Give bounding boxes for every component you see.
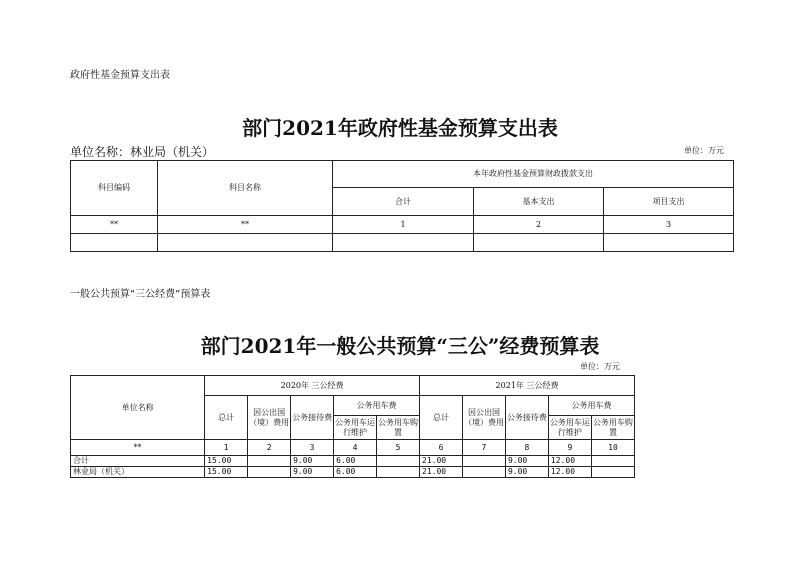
index-cell: 7 xyxy=(462,440,505,456)
value-cell xyxy=(377,467,420,478)
header-car-buy-2021: 公务用车购置 xyxy=(591,416,634,440)
header-project: 项目支出 xyxy=(604,188,734,216)
header-total-2021: 总计 xyxy=(420,396,463,440)
value-cell: 6.00 xyxy=(334,467,377,478)
index-cell: 1 xyxy=(205,440,248,456)
row-name: ** xyxy=(158,216,333,234)
value-cell: 9.00 xyxy=(505,467,548,478)
value-cell: 21.00 xyxy=(420,467,463,478)
index-cell: 4 xyxy=(334,440,377,456)
header-name: 科目名称 xyxy=(158,161,333,216)
index-cell: 3 xyxy=(291,440,334,456)
index-cell: ** xyxy=(71,440,205,456)
fund-budget-table xyxy=(70,160,734,252)
header-car-buy-2020: 公务用车购置 xyxy=(377,416,420,440)
value-cell: 6.00 xyxy=(334,456,377,467)
index-cell: 9 xyxy=(548,440,591,456)
header-reception-2021: 公务接待费 xyxy=(505,396,548,440)
table-row xyxy=(71,467,635,478)
empty-cell xyxy=(604,234,734,252)
header-group: 本年政府性基金预算财政拨款支出 xyxy=(333,161,734,188)
value-cell: 9.00 xyxy=(291,467,334,478)
title-fund-table: 部门2021年政府性基金预算支出表 xyxy=(242,116,558,140)
value-cell: 9.00 xyxy=(291,456,334,467)
header-total-2020: 总计 xyxy=(205,396,248,440)
header-total: 合计 xyxy=(333,188,474,216)
row-name: 林业局（机关） xyxy=(71,467,205,478)
value-cell xyxy=(591,467,634,478)
empty-cell xyxy=(333,234,474,252)
value-cell xyxy=(462,467,505,478)
index-cell: 10 xyxy=(591,440,634,456)
value-cell: 12.00 xyxy=(548,456,591,467)
header-car-run-2020: 公务用车运行维护 xyxy=(334,416,377,440)
row-code: ** xyxy=(71,216,158,234)
header-code: 科目编码 xyxy=(71,161,158,216)
unit-name: 单位名称：林业局（机关） xyxy=(70,145,215,159)
value-cell: 15.00 xyxy=(205,456,248,467)
row-c1: 1 xyxy=(333,216,474,234)
index-cell: 2 xyxy=(248,440,291,456)
three-public-table xyxy=(70,375,635,478)
value-cell: 21.00 xyxy=(420,456,463,467)
empty-cell xyxy=(158,234,333,252)
row-c3: 3 xyxy=(604,216,734,234)
header-car-run-2021: 公务用车运行维护 xyxy=(548,416,591,440)
header-2021: 2021年 三公经费 xyxy=(420,376,635,396)
header-car-2021: 公务用车费 xyxy=(548,396,634,416)
caption-fund-table: 政府性基金预算支出表 xyxy=(70,70,170,81)
header-reception-2020: 公务接待费 xyxy=(291,396,334,440)
header-car-2020: 公务用车费 xyxy=(334,396,420,416)
unit-label-1: 单位：万元 xyxy=(684,146,724,155)
row-c2: 2 xyxy=(474,216,604,234)
value-cell xyxy=(462,456,505,467)
index-cell: 5 xyxy=(377,440,420,456)
header-2020: 2020年 三公经费 xyxy=(205,376,420,396)
header-unit: 单位名称 xyxy=(71,376,205,440)
value-cell xyxy=(591,456,634,467)
value-cell: 9.00 xyxy=(505,456,548,467)
index-cell: 8 xyxy=(505,440,548,456)
caption-three-public: 一般公共预算“三公经费”预算表 xyxy=(70,289,211,300)
value-cell: 15.00 xyxy=(205,467,248,478)
empty-cell xyxy=(71,234,158,252)
row-name: 合计 xyxy=(71,456,205,467)
header-abroad-2020: 因公出国（境）费用 xyxy=(248,396,291,440)
value-cell xyxy=(248,467,291,478)
value-cell xyxy=(377,456,420,467)
value-cell: 12.00 xyxy=(548,467,591,478)
title-three-public: 部门2021年一般公共预算“三公”经费预算表 xyxy=(200,334,600,358)
empty-cell xyxy=(474,234,604,252)
header-basic: 基本支出 xyxy=(474,188,604,216)
header-abroad-2021: 因公出国（境）费用 xyxy=(462,396,505,440)
unit-label-2: 单位：万元 xyxy=(580,362,620,371)
value-cell xyxy=(248,456,291,467)
index-cell: 6 xyxy=(420,440,463,456)
table-row xyxy=(71,456,635,467)
